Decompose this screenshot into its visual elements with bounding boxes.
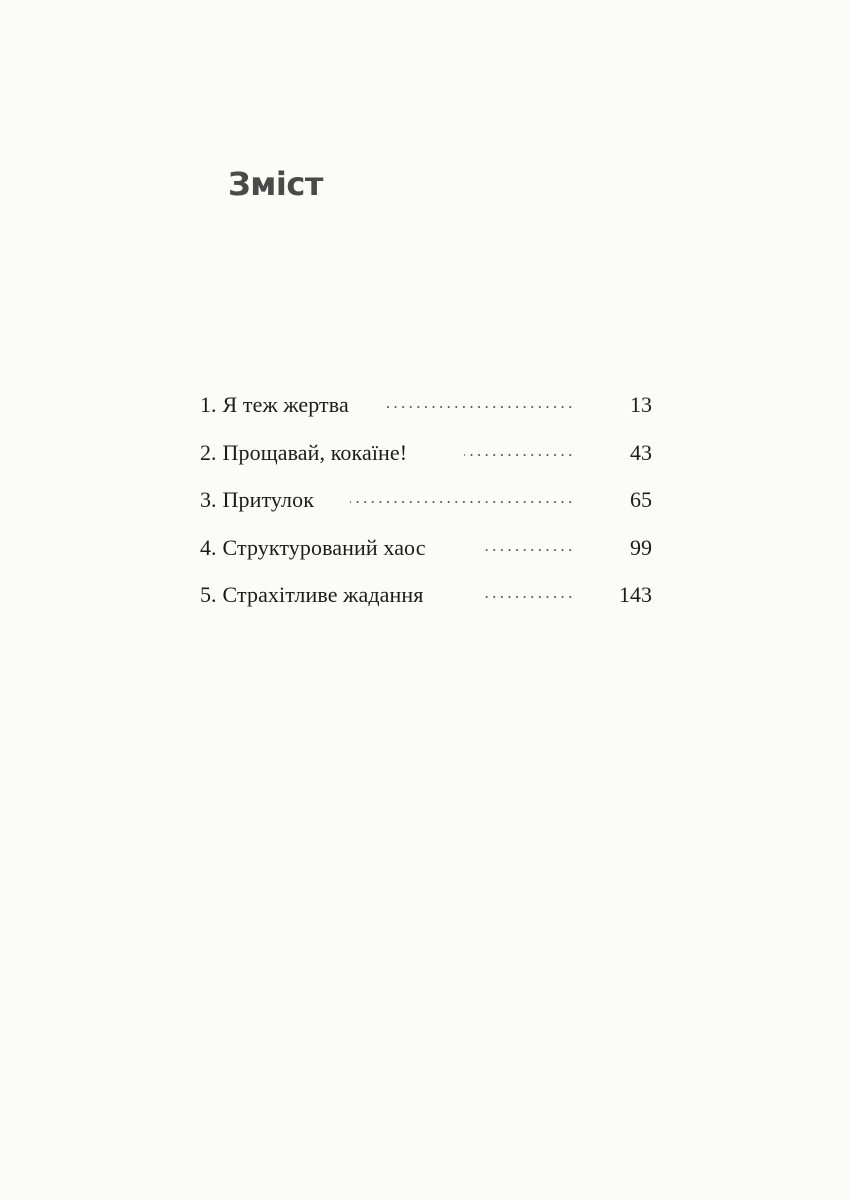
toc-entry-title: Прощавай, кокаїне!	[222, 439, 408, 465]
toc-entry	[200, 579, 652, 627]
toc-entry-title: Я теж жертва	[222, 392, 349, 417]
toc-entry	[200, 484, 652, 532]
toc-entry-page: 143	[619, 582, 652, 607]
dot-leader	[484, 596, 574, 598]
dot-leader	[482, 549, 574, 551]
toc-entry-page: 99	[630, 534, 652, 560]
toc-entry	[200, 437, 652, 485]
toc-entry	[200, 389, 652, 437]
table-of-contents	[200, 389, 652, 627]
toc-entry	[200, 532, 652, 580]
toc-entry-page: 13	[630, 392, 652, 417]
dot-leader	[386, 406, 574, 408]
dot-leader	[464, 454, 574, 456]
toc-entry-page: 65	[630, 487, 652, 512]
dot-leader	[350, 501, 574, 503]
toc-entry-title: Структурований хаос	[222, 534, 426, 560]
toc-entry-number: 5.	[200, 582, 217, 607]
toc-entry-title: Страхітливе жадання	[222, 582, 424, 607]
toc-entry-number: 1.	[200, 392, 217, 417]
toc-entry-title: Притулок	[222, 487, 314, 512]
toc-entry-number: 3.	[200, 487, 217, 512]
toc-entry-page: 43	[630, 439, 652, 465]
page-title: Зміст	[228, 165, 323, 203]
toc-entry-number: 4.	[200, 534, 217, 560]
toc-entry-number: 2.	[200, 439, 217, 465]
